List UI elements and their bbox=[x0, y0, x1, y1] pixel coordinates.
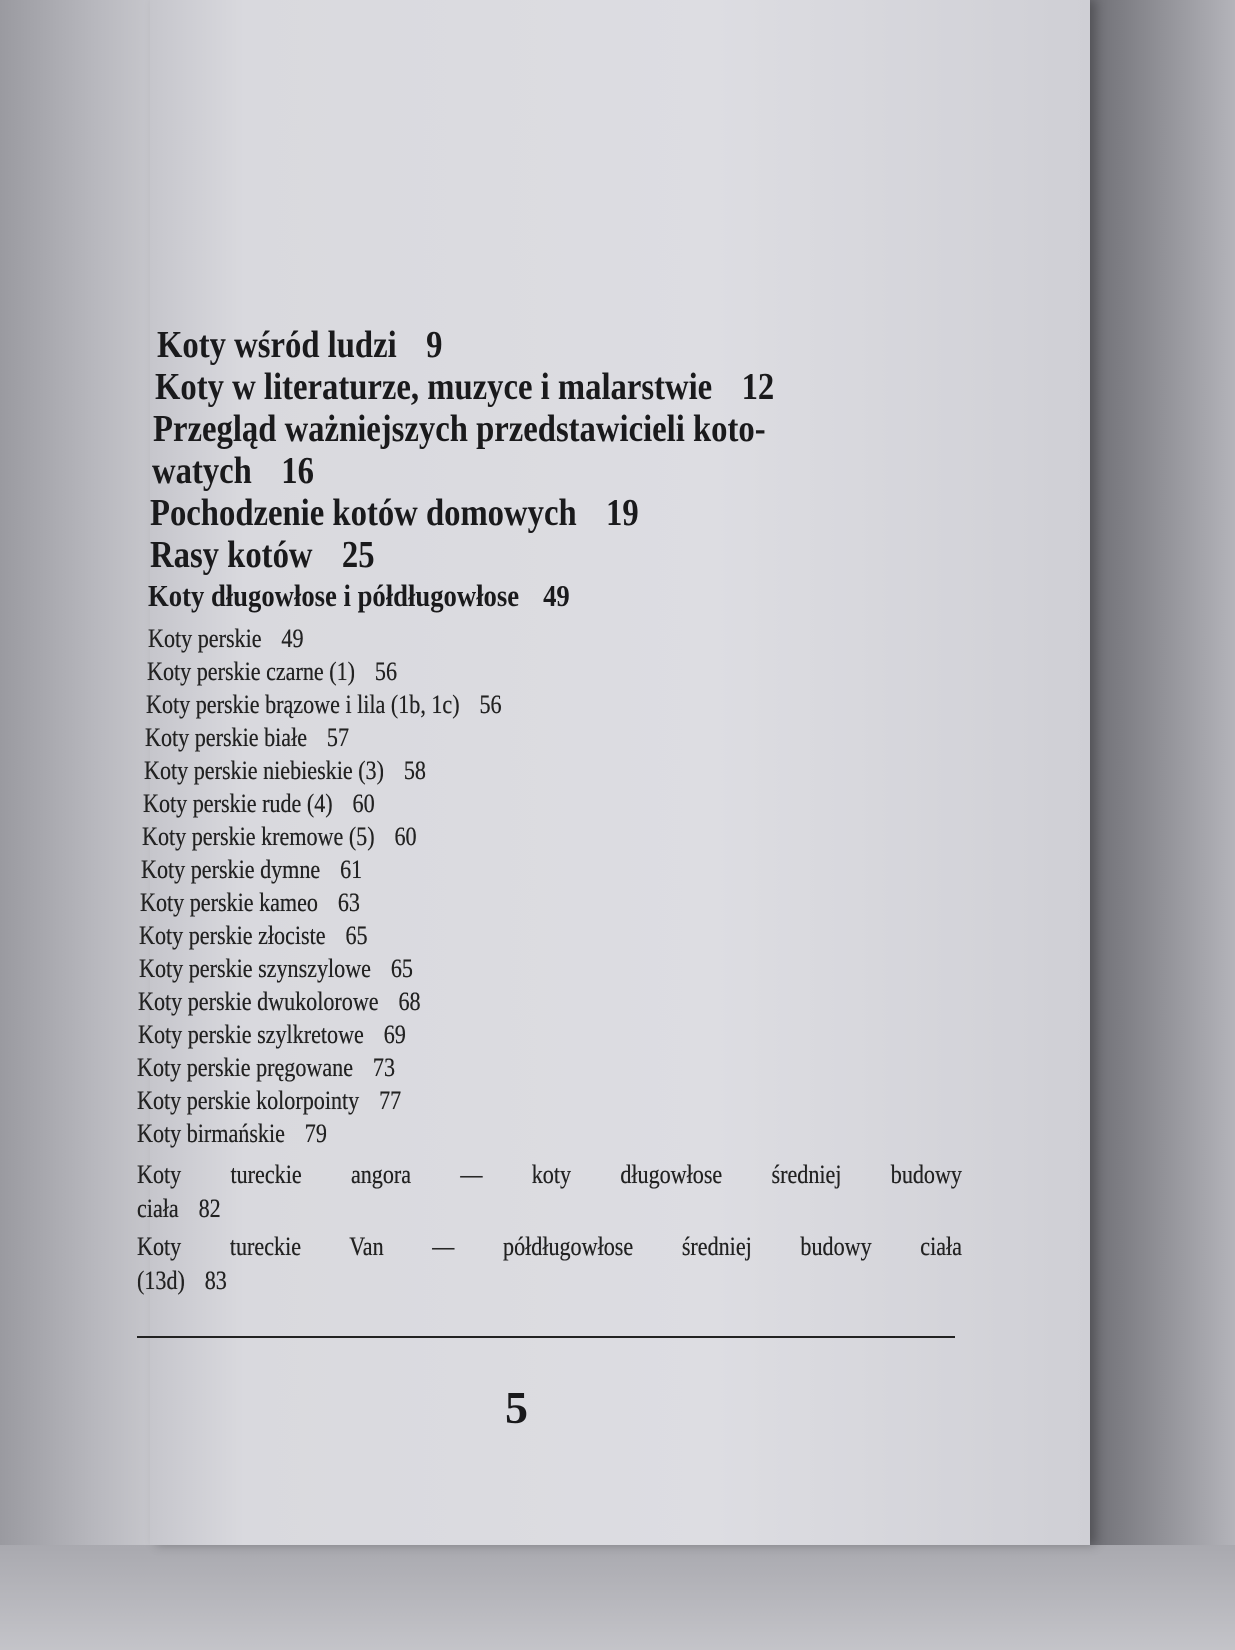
toc-entry-title: Koty perskie niebieskie (3) bbox=[144, 756, 384, 785]
toc-entry-page: 25 bbox=[341, 534, 375, 576]
toc-entry bbox=[155, 368, 774, 406]
toc-entry-title: Koty perskie dymne bbox=[141, 855, 321, 884]
toc-entry-title: Koty długowłose i półdługowłose bbox=[148, 578, 520, 613]
toc-entry bbox=[152, 452, 314, 490]
toc-entry-title: Koty perskie kremowe (5) bbox=[142, 822, 375, 851]
toc-entry bbox=[138, 989, 421, 1015]
toc-entry bbox=[148, 580, 570, 611]
toc-entry bbox=[137, 1162, 962, 1188]
toc-entry bbox=[137, 1196, 221, 1222]
toc-entry-title: (13d) bbox=[137, 1266, 185, 1295]
toc-entry-title: ciała bbox=[137, 1194, 179, 1223]
toc-entry-title: Koty w literaturze, muzyce i malarstwie bbox=[155, 366, 713, 408]
toc-entry bbox=[140, 890, 360, 916]
toc-entry-title: Koty perskie szynszylowe bbox=[139, 954, 371, 983]
toc-entry-page: 65 bbox=[345, 921, 368, 950]
toc-entry-page: 58 bbox=[403, 756, 426, 785]
toc-entry bbox=[138, 1022, 406, 1048]
toc-entry-page: 60 bbox=[394, 822, 417, 851]
toc-entry-page: 49 bbox=[543, 578, 570, 613]
toc-entry-title: Przegląd ważniejszych przedstawicieli koto- bbox=[153, 408, 766, 450]
toc-entry-page: 16 bbox=[281, 450, 314, 492]
toc-entry-title: Koty perskie kameo bbox=[140, 888, 318, 917]
toc-entry bbox=[157, 326, 442, 364]
background-bottom bbox=[0, 1545, 1235, 1650]
toc-entry bbox=[137, 1088, 401, 1114]
toc-entry-page: 57 bbox=[326, 723, 349, 752]
toc-entry bbox=[137, 1234, 962, 1260]
toc-entry bbox=[137, 1121, 327, 1147]
toc-entry-title: Koty perskie rude (4) bbox=[143, 789, 333, 818]
toc-entry-title: Koty perskie dwukolorowe bbox=[138, 987, 379, 1016]
page-number: 5 bbox=[505, 1382, 528, 1433]
toc-entry bbox=[141, 857, 362, 883]
toc-entry bbox=[150, 536, 375, 574]
toc-entry-title: Pochodzenie kotów domowych bbox=[150, 492, 577, 534]
toc-entry-title: Koty perskie złociste bbox=[139, 921, 326, 950]
toc-entry-title: Koty wśród ludzi bbox=[157, 324, 397, 366]
toc-entry-title: Koty perskie szylkretowe bbox=[138, 1020, 364, 1049]
toc-entry-page: 56 bbox=[374, 657, 397, 686]
toc-entry-page: 56 bbox=[479, 690, 502, 719]
toc-entry-title: Rasy kotów bbox=[150, 534, 313, 576]
toc-entry bbox=[146, 692, 502, 718]
background-right bbox=[1090, 0, 1235, 1650]
toc-entry bbox=[145, 725, 349, 751]
toc-entry-page: 79 bbox=[304, 1119, 327, 1148]
toc-entry-title: Koty perskie bbox=[148, 624, 262, 653]
toc-entry-page: 77 bbox=[379, 1086, 402, 1115]
toc-entry-page: 83 bbox=[204, 1266, 227, 1295]
toc-entry-title: Koty perskie czarne (1) bbox=[147, 657, 356, 686]
toc-entry-page: 73 bbox=[372, 1053, 396, 1082]
toc-entry-page: 65 bbox=[390, 954, 413, 983]
toc-entry bbox=[150, 494, 639, 532]
toc-entry-page: 49 bbox=[281, 624, 304, 653]
footer-rule bbox=[137, 1336, 955, 1338]
toc-entry-title: Koty perskie kolorpointy bbox=[137, 1086, 360, 1115]
toc-entry bbox=[143, 791, 375, 817]
toc-entry-title: watych bbox=[152, 450, 252, 492]
toc-entry-title: Koty perskie brązowe i lila (1b, 1c) bbox=[146, 690, 460, 719]
toc-entry bbox=[144, 758, 426, 784]
toc-entry-page: 19 bbox=[606, 492, 639, 534]
toc-entry-title: Koty perskie białe bbox=[145, 723, 308, 752]
toc-entry-title: Koty perskie pręgowane bbox=[137, 1053, 354, 1082]
toc-entry-page: 63 bbox=[337, 888, 360, 917]
toc-entry-title: Koty birmańskie bbox=[137, 1119, 285, 1148]
toc-entry-title: Koty tureckie Van — półdługowłose średniej budowy ciała bbox=[137, 1232, 962, 1261]
toc-entry-page: 69 bbox=[383, 1020, 406, 1049]
toc-entry-page: 61 bbox=[340, 855, 363, 884]
toc-entry bbox=[137, 1268, 227, 1294]
toc-entry bbox=[137, 1055, 395, 1081]
toc-entry-page: 9 bbox=[426, 324, 443, 366]
toc-entry bbox=[147, 659, 397, 685]
toc-entry-page: 68 bbox=[398, 987, 421, 1016]
book-spine bbox=[0, 0, 160, 1650]
toc-entry bbox=[139, 923, 368, 949]
toc-entry-title: Koty tureckie angora — koty długowłose średniej budowy bbox=[137, 1160, 962, 1189]
toc-entry-page: 82 bbox=[198, 1194, 221, 1223]
toc-entry bbox=[148, 626, 304, 652]
toc-entry-page: 12 bbox=[741, 366, 775, 408]
toc-entry-page: 60 bbox=[352, 789, 375, 818]
toc-entry bbox=[142, 824, 417, 850]
toc-entry bbox=[139, 956, 413, 982]
toc-entry bbox=[153, 410, 766, 448]
